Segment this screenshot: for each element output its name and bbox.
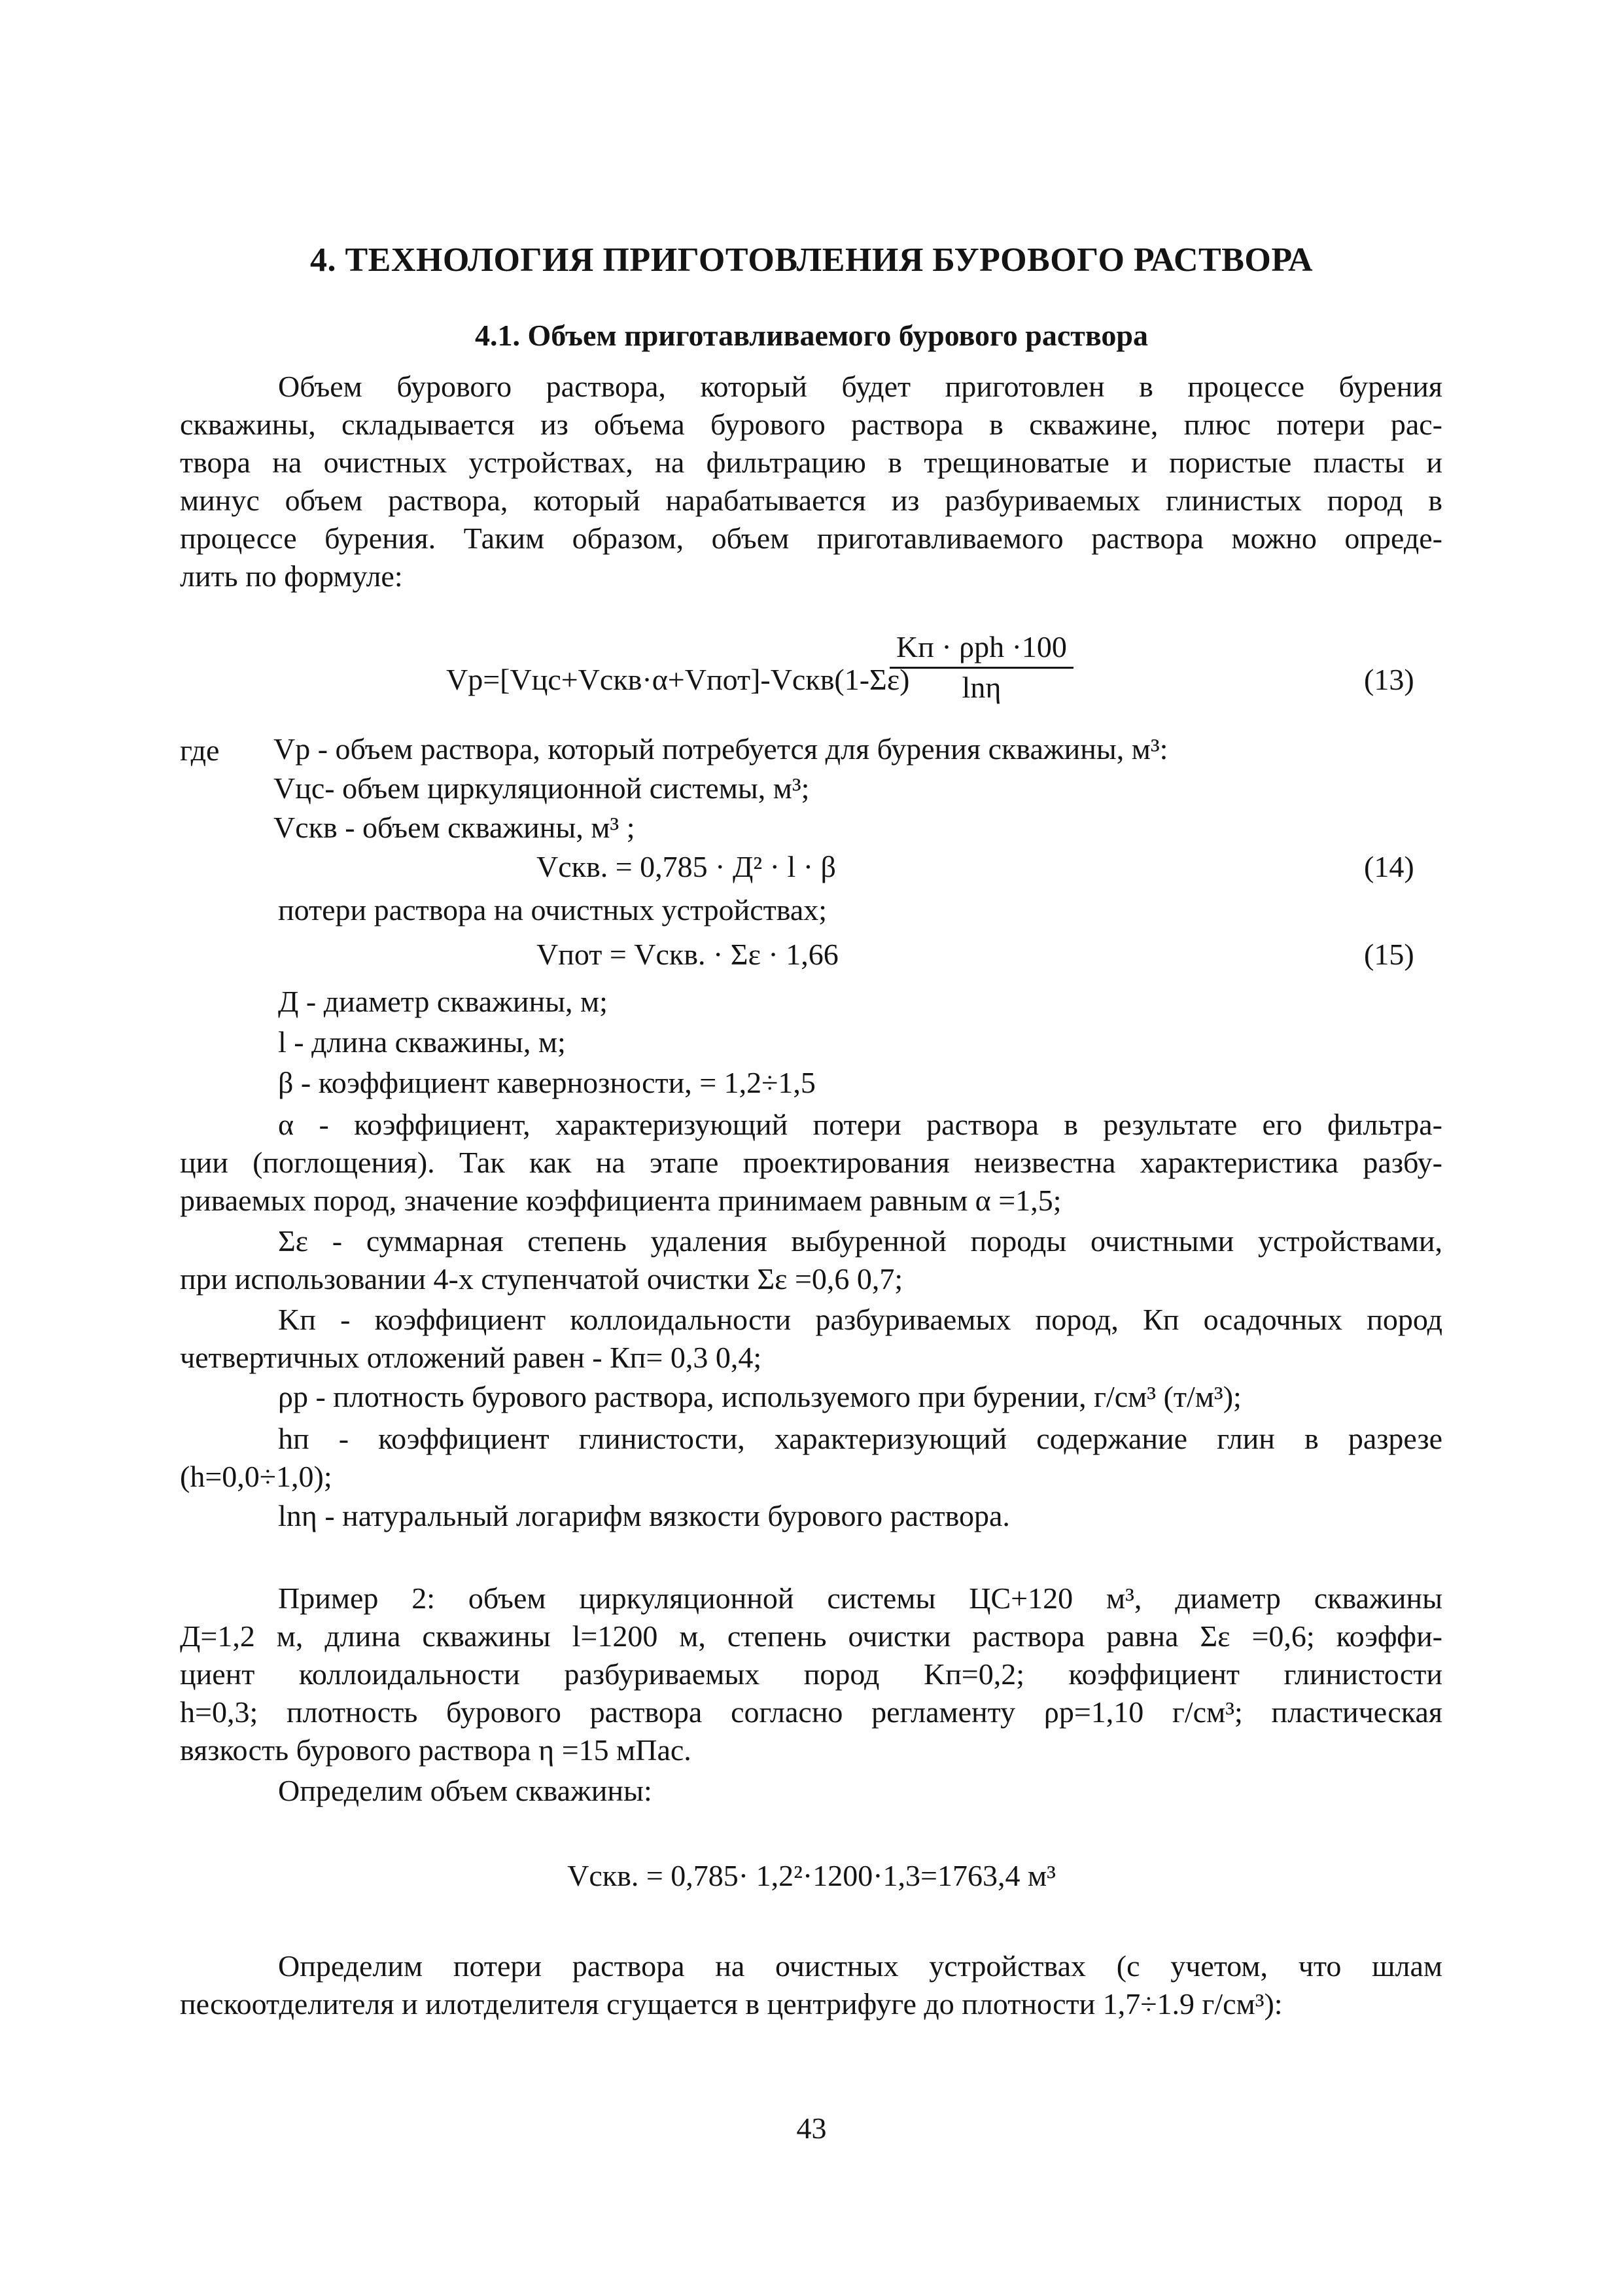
- definition-alpha-line: риваемых пород, значение коэффициента принимаем равным α =1,5;: [180, 1184, 1062, 1217]
- definition-vp: Vр - объем раствора, который потребуется для бурения скважины, м³:: [273, 732, 1168, 766]
- definition-vskv: Vскв - объем скважины, м³ ;: [273, 811, 635, 844]
- intro-line: Объем бурового раствора, который будет приготовлен в процессе бурения: [278, 370, 1442, 403]
- definition-hn-line: hп - коэффициент глинистости, характеризующий содержание глин в разрезе: [278, 1422, 1442, 1455]
- definition-vcs: Vцс- объем циркуляционной системы, м³;: [273, 771, 810, 805]
- page-number: 43: [796, 2111, 827, 2145]
- example-line: циент коллоидальности разбуриваемых пород Kп=0,2; коэффициент глинистости: [180, 1657, 1442, 1691]
- equation-number-15: (15): [1364, 938, 1414, 971]
- formula-13-lhs: Vp=[Vцс+Vскв·α+Vпот]-Vскв(1-Σε): [446, 663, 910, 696]
- formula-15: Vпот = Vскв. · Σε · 1,66: [536, 938, 839, 971]
- losses-line: Определим потери раствора на очистных устройствах (с учетом, что шлам: [278, 1949, 1442, 1983]
- definition-sigma-line: Σε - суммарная степень удаления выбуренной породы очистными устройствами,: [278, 1224, 1442, 1258]
- equation-number-13: (13): [1364, 663, 1414, 696]
- definition-alpha-line: α - коэффициент, характеризующий потери раствора в результате его фильтра-: [278, 1108, 1442, 1141]
- example-line: h=0,3; плотность бурового раствора согласно регламенту ρр=1,10 г/см³; пластическая: [180, 1695, 1442, 1729]
- formula-14: Vскв. = 0,785 · Д² · l · β: [536, 850, 836, 883]
- definition-d: Д - диаметр скважины, м;: [278, 985, 608, 1018]
- where-label: где: [180, 733, 220, 767]
- section-title: 4. ТЕХНОЛОГИЯ ПРИГОТОВЛЕНИЯ БУРОВОГО РАСТВОРА: [309, 241, 1313, 279]
- example-line: вязкость бурового раствора η =15 мПас.: [180, 1733, 691, 1767]
- determine-volume-text: Определим объем скважины:: [278, 1774, 652, 1807]
- intro-line: процессе бурения. Таким образом, объем приготавливаемого раствора можно опреде-: [180, 521, 1442, 555]
- definition-hn-line: (h=0,0÷1,0);: [180, 1460, 332, 1493]
- equation-number-14: (14): [1364, 850, 1414, 883]
- definition-ln: lnη - натуральный логарифм вязкости бурового раствора.: [278, 1499, 1010, 1532]
- definition-sigma-line: при использовании 4-х ступенчатой очистки Σε =0,6 0,7;: [180, 1262, 903, 1296]
- definition-l: l - длина скважины, м;: [278, 1025, 566, 1059]
- definition-beta: β - коэффициент кавернозности, = 1,2÷1,5: [278, 1066, 816, 1099]
- definition-rho: ρр - плотность бурового раствора, используемого при бурении, г/см³ (т/м³);: [278, 1380, 1242, 1413]
- intro-line: лить по формуле:: [180, 559, 403, 593]
- intro-line: минус объем раствора, который нарабатывается из разбуриваемых глинистых пород в: [180, 484, 1442, 517]
- formula-13-fraction: [890, 629, 1073, 705]
- losses-line: пескоотделителя и илотделителя сгущается в центрифуге до плотности 1,7÷1.9 г/см³):: [180, 1987, 1283, 2021]
- volume-calculation: Vскв. = 0,785· 1,2²·1200·1,3=1763,4 м³: [567, 1859, 1056, 1892]
- intro-line: твора на очистных устройствах, на фильтрацию в трещиноватые и пористые пласты и: [180, 446, 1442, 479]
- formula-13-denominator: lnη: [962, 671, 1002, 704]
- losses-label: потери раствора на очистных устройствах;: [278, 893, 828, 927]
- definition-kp-line: Kп - коэффициент коллоидальности разбуриваемых пород, Кп осадочных пород: [278, 1303, 1442, 1336]
- intro-line: скважины, складывается из объема бурового раствора в скважине, плюс потери рас-: [180, 408, 1442, 441]
- definition-kp-line: четвертичных отложений равен - Кп= 0,3 0,4;: [180, 1341, 762, 1374]
- subsection-title: 4.1. Объем приготавливаемого бурового раствора: [474, 319, 1149, 352]
- example-line: Пример 2: объем циркуляционной системы ЦС+120 м³, диаметр скважины: [278, 1581, 1442, 1615]
- formula-13-numerator: Kп · ρрh ·100: [890, 629, 1073, 669]
- definition-alpha-line: ции (поглощения). Так как на этапе проектирования неизвестна характеристика разбу-: [180, 1146, 1442, 1179]
- example-line: Д=1,2 м, длина скважины l=1200 м, степень очистки раствора равна Σε =0,6; коэффи-: [180, 1619, 1442, 1653]
